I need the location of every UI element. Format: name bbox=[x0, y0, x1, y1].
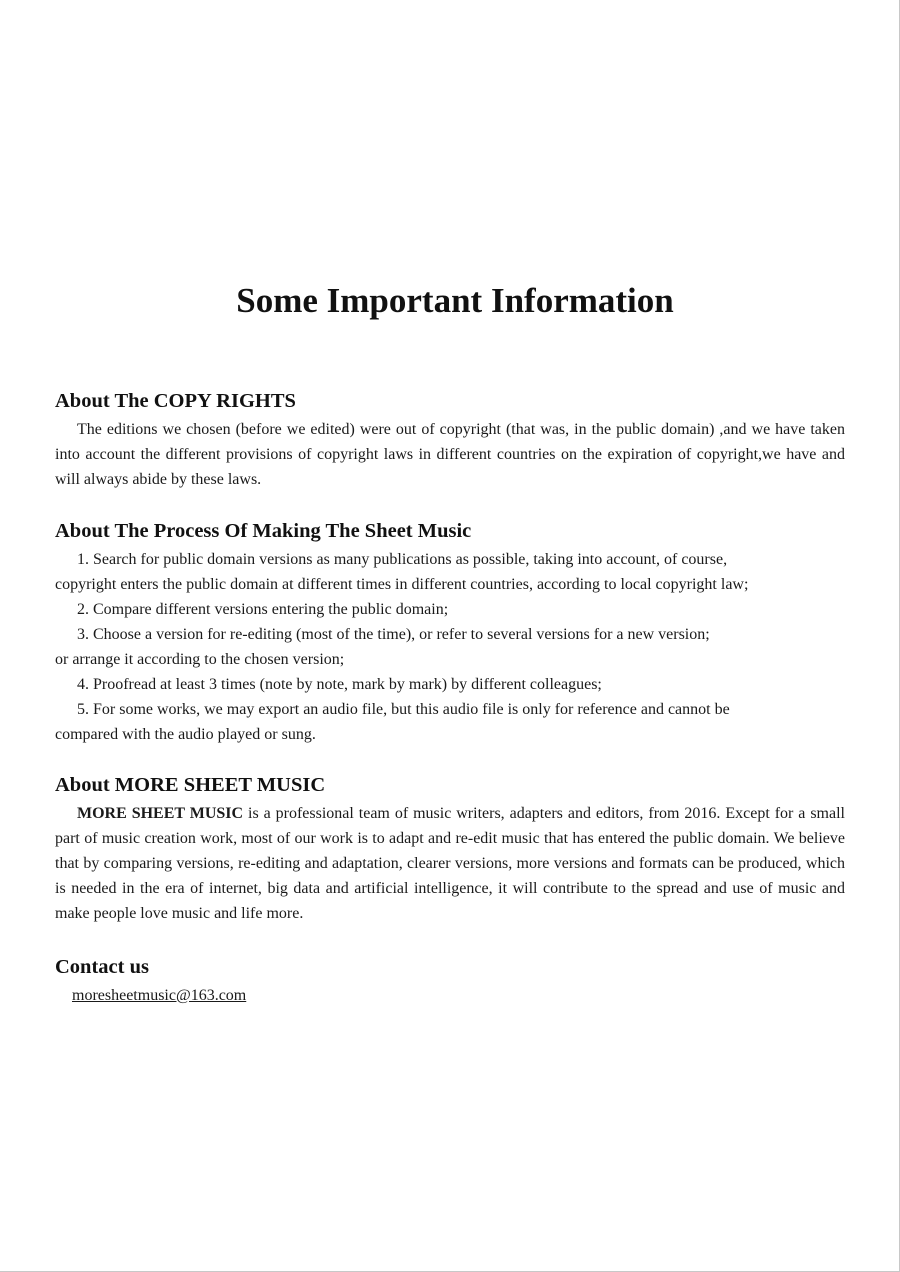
copyrights-heading: About The COPY RIGHTS bbox=[55, 390, 296, 412]
about-section bbox=[55, 772, 845, 926]
contact-email-link[interactable]: moresheetmusic@163.com bbox=[72, 987, 247, 1004]
process-step-5: 5. For some works, we may export an audio file, but this audio file is only for reference and cannot be bbox=[77, 701, 730, 718]
process-heading: About The Process Of Making The Sheet Music bbox=[55, 520, 472, 542]
process-step-1: 1. Search for public domain versions as many publications as possible, taking into account, of course, bbox=[77, 551, 728, 568]
about-brand-name: MORE SHEET MUSIC bbox=[77, 805, 244, 822]
contact-section bbox=[55, 954, 845, 1008]
process-step-3-cont: or arrange it according to the chosen version; bbox=[55, 651, 345, 668]
process-step-1-cont: copyright enters the public domain at different times in different countries, according to local copyright law; bbox=[55, 576, 749, 593]
page-title: Some Important Information bbox=[236, 281, 674, 320]
process-step-5-cont: compared with the audio played or sung. bbox=[55, 726, 316, 743]
process-step-2: 2. Compare different versions entering the public domain; bbox=[77, 601, 449, 618]
copyrights-paragraph: The editions we chosen (before we edited) were out of copyright (that was, in the public domain) ,and we have taken into account the different provisions of copyright laws in different countries on the expiration of copyright,we have and will always abide by these laws. bbox=[55, 421, 845, 488]
copyrights-section bbox=[55, 388, 845, 492]
about-paragraph bbox=[55, 801, 845, 926]
process-section bbox=[55, 518, 845, 747]
contact-heading: Contact us bbox=[55, 956, 149, 978]
process-step-4: 4. Proofread at least 3 times (note by note, mark by mark) by different colleagues; bbox=[77, 676, 602, 693]
about-heading: About MORE SHEET MUSIC bbox=[55, 774, 326, 796]
process-step-3: 3. Choose a version for re-editing (most of the time), or refer to several versions for a new version; bbox=[77, 626, 710, 643]
about-text: is a professional team of music writers, adapters and editors, from 2016. Except for a small part of music creation work, most of our work is to adapt and re-edit music that has entered the public domain. We believe that by comparing versions, re-editing and adaptation, clearer versions, more versions and formats can be produced, which is needed in the era of internet, big data and artificial intelligence, it will contribute to the spread and use of music and make people love music and life more. bbox=[55, 805, 845, 922]
